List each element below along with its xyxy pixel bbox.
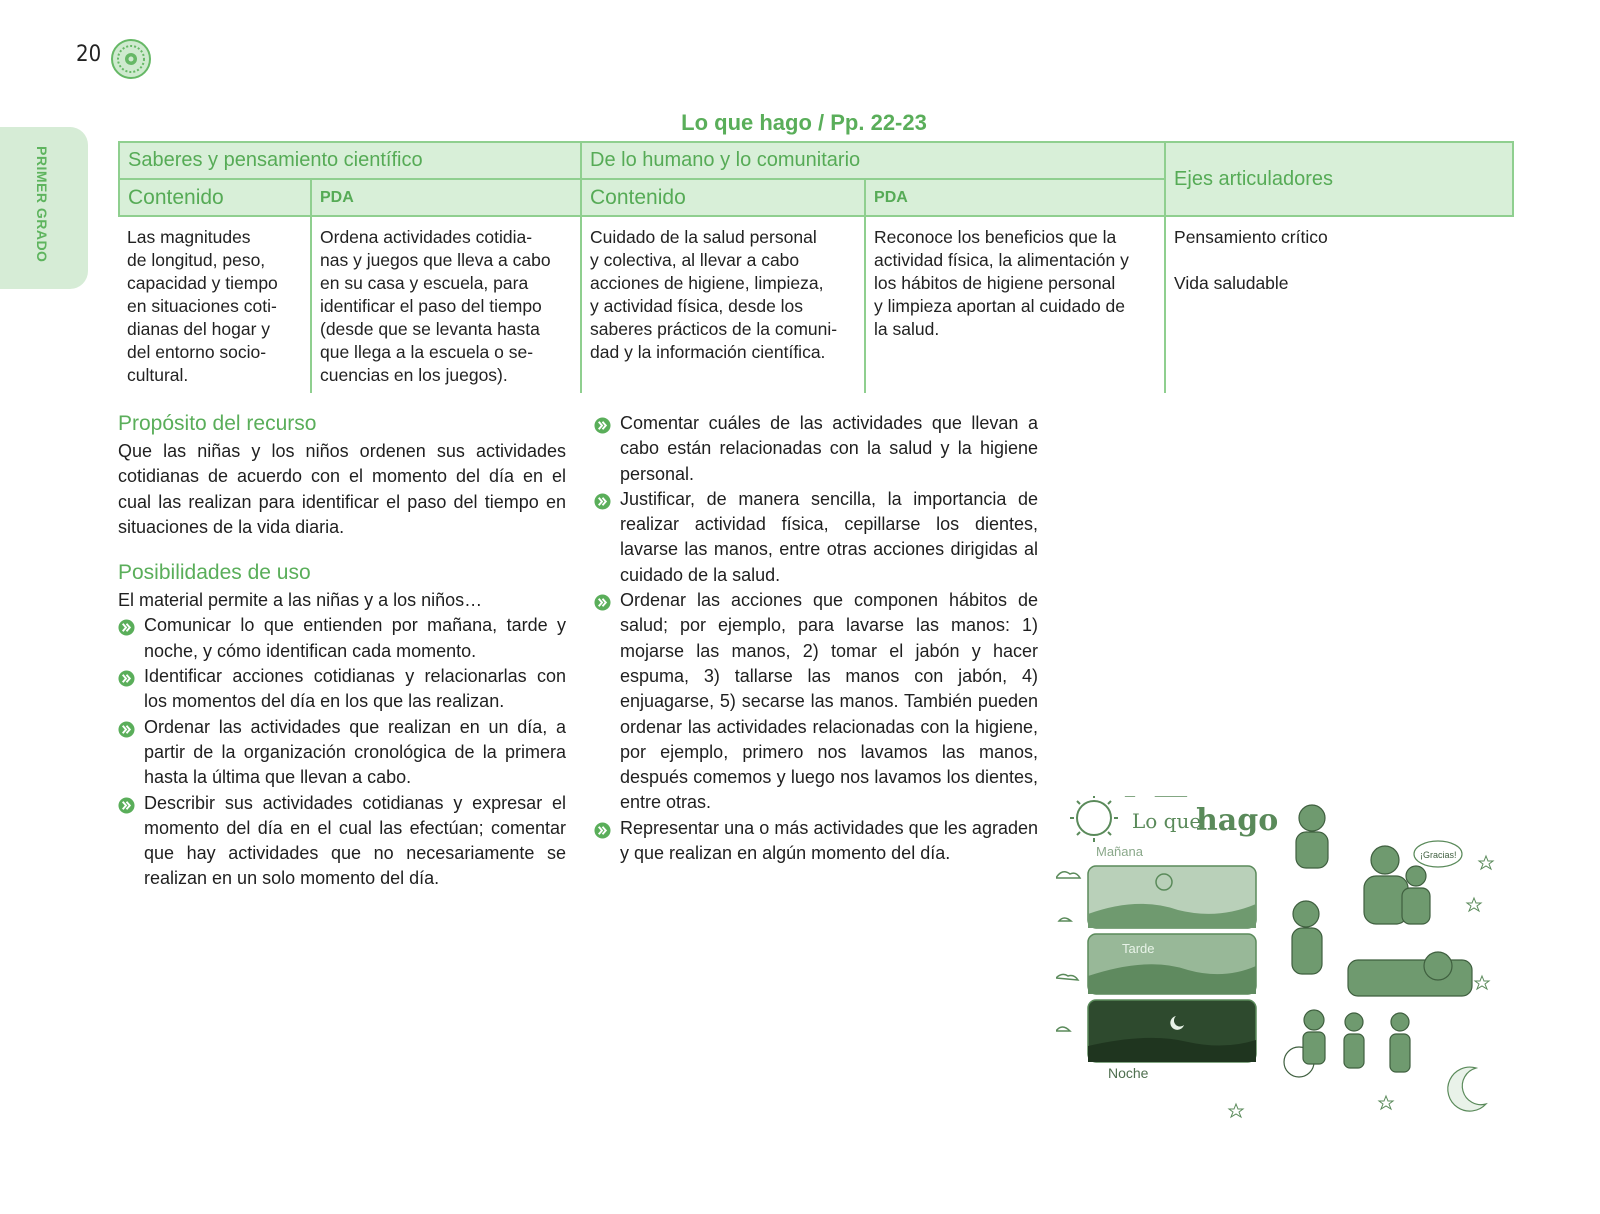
list-item: Ordenar las actividades que realizan en un día, a partir de la organización cronológica de la primera hasta la última que llevan a cabo. [118,715,566,791]
sun-emblem-icon [110,38,152,80]
illustration-title-big: hago [1196,803,1279,838]
left-column [118,411,566,892]
resource-illustration [1056,796,1516,1148]
proposito-heading: Propósito del recurso [118,412,317,435]
sun-icon [1070,796,1118,842]
table-cell-contenido-2: Cuidado de la salud personal y colectiva, al llevar a cabo acciones de higiene, limpieza, y actividad física, desde los saberes prácticos de la comuni- dad y la información científica. [581,216,865,393]
table-cell-ejes [1165,216,1513,393]
list-item: Justificar, de manera sencilla, la importancia de realizar actividad física, cepillarse los dientes, lavarse las manos, entre otras acciones dirigidas al cuidado de la salud. [594,487,1038,588]
table-cell-pda-1: Ordena actividades cotidia- nas y juegos que lleva a cabo en su casa y escuela, para identificar el paso del tiempo (desde que se levanta hasta que llega a la escuela o se- cuencias en los juegos). [311,216,581,393]
table-row [119,216,1513,393]
eje-item: Vida saludable [1174,273,1289,293]
curriculum-table [118,141,1514,393]
double-chevron-icon [594,594,611,611]
page-number: 20 [76,42,102,67]
proposito-text: Que las niñas y los niños ordenen sus actividades cotidianas de acuerdo con el momento del día en el cual las realizan para identificar el paso del tiempo en situaciones de la vida diaria. [118,441,566,537]
posibilidades-list-continued [594,411,1038,866]
area-header-humano: De lo humano y lo comunitario [581,142,1165,179]
double-chevron-icon [118,619,135,636]
eje-item: Pensamiento crítico [1174,227,1328,247]
double-chevron-icon [594,493,611,510]
list-item: Representar una o más actividades que les agraden y que realizan en algún momento del día. [594,816,1038,867]
double-chevron-icon [594,822,611,839]
posibilidades-list [118,613,566,891]
ejes-header: Ejes articuladores [1165,142,1513,216]
list-item: Identificar acciones cotidianas y relacionarlas con los momentos del día en los que las realizan. [118,664,566,715]
section-title: Lo que hago / Pp. 22-23 [681,110,927,135]
double-chevron-icon [594,417,611,434]
list-item: Comunicar lo que entienden por mañana, tarde y noche, y cómo identifican cada momento. [118,613,566,664]
pda-header: PDA [865,179,1165,216]
illustration-label-tarde: Tarde [1122,941,1155,956]
table-cell-contenido-1: Las magnitudes de longitud, peso, capacidad y tiempo en situaciones coti- dianas del hogar y del entorno socio- cultural. [119,216,311,393]
grade-label: PRIMER GRADO [34,146,50,263]
posibilidades-heading: Posibilidades de uso [118,561,311,585]
illustration-label-manana: Mañana [1096,844,1143,859]
illustration-speech: ¡Gracias! [1420,850,1457,860]
list-item: Ordenar las acciones que componen hábitos de salud; por ejemplo, para lavarse las manos: 1) mojarse las manos, 2) tomar el jabón y hacer espuma, 3) tallarse las manos con jabón, 4) enjuagarse, 5) secarse las manos. También pueden ordenar las actividades relacionadas con la higiene, por ejemplo, primero nos lavamos las manos, después comemos y luego nos lavamos los dientes, entre otras. [594,588,1038,816]
double-chevron-icon [118,721,135,738]
list-item: Comentar cuáles de las actividades que llevan a cabo están relacionadas con la salud y la higiene personal. [594,411,1038,487]
pda-header: PDA [311,179,581,216]
double-chevron-icon [118,797,135,814]
illustration-title-small: Lo que [1132,809,1202,833]
table-cell-pda-2: Reconoce los beneficios que la actividad física, la alimentación y los hábitos de higiene personal y limpieza aportan al cuidado de la salud. [865,216,1165,393]
posibilidades-intro: El material permite a las niñas y a los niños… [118,590,483,611]
contenido-header: Contenido [119,179,311,216]
middle-column [594,411,1038,866]
contenido-header: Contenido [581,179,865,216]
double-chevron-icon [118,670,135,687]
list-item: Describir sus actividades cotidianas y expresar el momento del día en el cual las efectúan; comentar que hay actividades que no necesariamente se realizan en un solo momento del día. [118,791,566,892]
area-header-saberes: Saberes y pensamiento científico [119,142,581,179]
illustration-label-noche: Noche [1108,1065,1149,1081]
moon-icon [1448,1067,1486,1111]
